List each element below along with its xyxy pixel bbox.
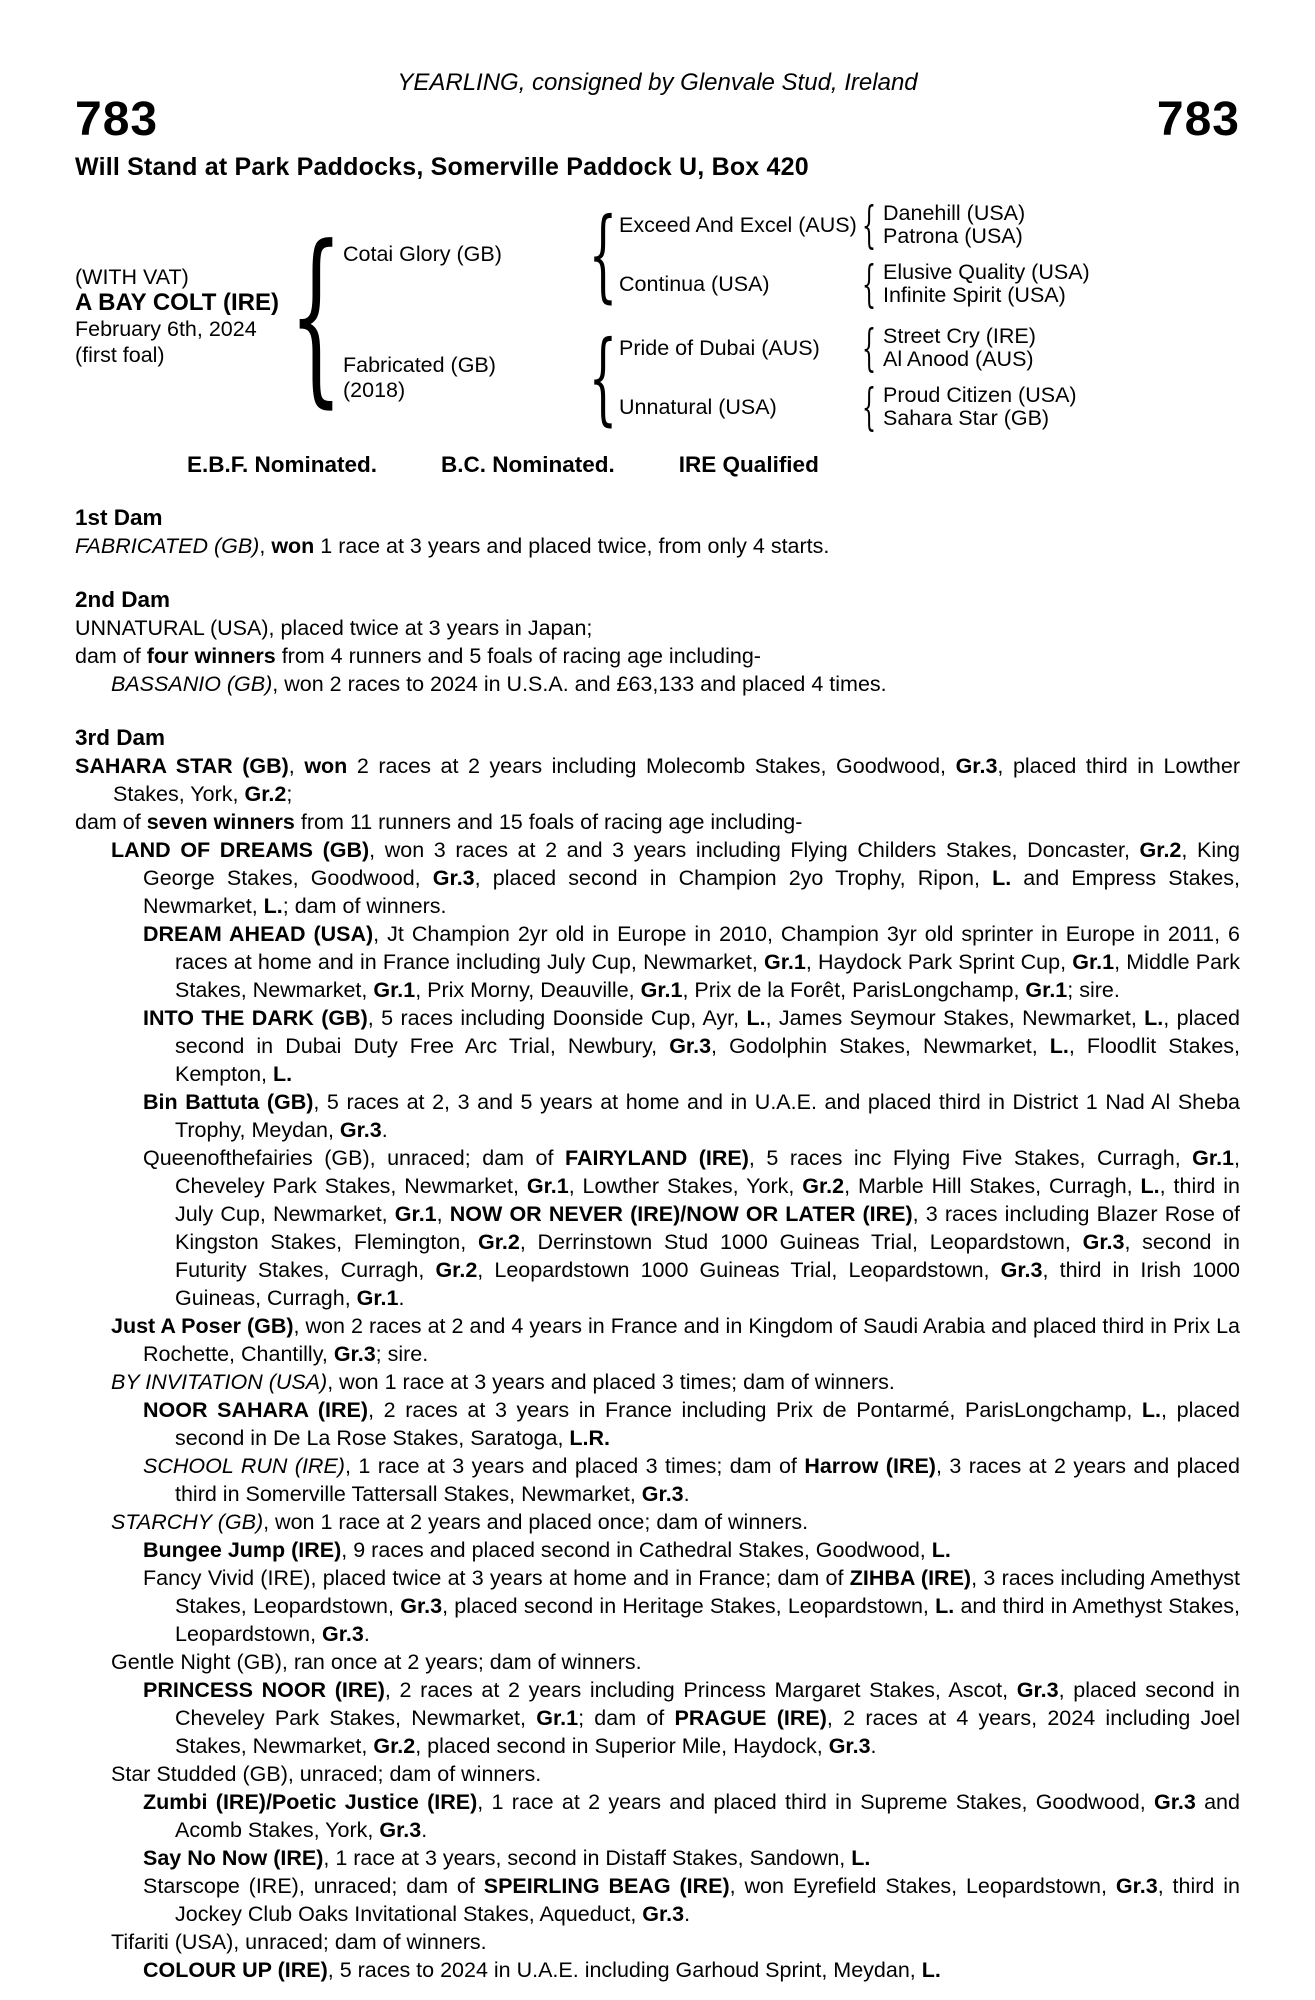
granddam-name: Unnatural (USA) [619, 394, 777, 419]
pedigree-paragraph [75, 1872, 1240, 1928]
text-segment: ZIHBA (IRE) [849, 1566, 972, 1590]
bc-nominated-label: B.C. Nominated. [441, 452, 615, 477]
text-segment: BASSANIO (GB) [111, 672, 273, 696]
text-segment: Gr.2 [802, 1174, 845, 1198]
brace-icon: { [861, 378, 877, 436]
pedigree-paragraph [75, 1088, 1240, 1144]
text-segment: L. [273, 1062, 293, 1086]
text-segment: , Middle Park Stakes, Newmarket, [175, 950, 1241, 1002]
pedigree-paragraph [75, 1760, 1240, 1788]
pedigree-paragraph [75, 532, 1240, 560]
granddam-row [619, 378, 1077, 436]
text-segment: Gr.3 [828, 1734, 871, 1758]
text-segment: , [288, 754, 305, 778]
text-segment: four winners [146, 644, 276, 668]
text-segment: . [363, 1622, 370, 1646]
text-segment: NOOR SAHARA (IRE) [143, 1398, 369, 1422]
text-segment: , second in Futurity Stakes, Curragh, [175, 1230, 1240, 1282]
text-segment: Gr.1 [1072, 950, 1115, 974]
pedigree-paragraph [75, 920, 1240, 1004]
text-segment: SCHOOL RUN (IRE) [143, 1454, 345, 1478]
text-segment: and Acomb Stakes, York, [175, 1790, 1240, 1842]
pedigree-paragraph [75, 670, 1240, 698]
text-segment: Gr.3 [432, 866, 475, 890]
great-grandparents [883, 325, 1036, 371]
text-segment: , Leopardstown 1000 Guineas Trial, Leopardstown, [477, 1258, 1001, 1282]
text-segment: Queenofthefairies (GB), unraced; dam of [143, 1146, 565, 1170]
text-segment: , Haydock Park Sprint Cup, [805, 950, 1073, 974]
text-segment: Gr.3 [400, 1594, 443, 1618]
great-grandparents [883, 261, 1090, 307]
text-segment: Gr.1 [1192, 1146, 1235, 1170]
text-segment: seven winners [146, 810, 295, 834]
text-segment: Gr.3 [322, 1622, 364, 1646]
text-segment: . [398, 1286, 405, 1310]
text-segment: , Cheveley Park Stakes, Newmarket, [175, 1146, 1240, 1198]
text-segment: , 2 races at 2 years including Princess Margaret Stakes, Ascot, [384, 1678, 1017, 1702]
text-segment: , won 3 races at 2 and 3 years including Flying Childers Stakes, Doncaster, [369, 838, 1140, 862]
text-segment: , Prix de la Forêt, ParisLongchamp, [682, 978, 1026, 1002]
pedigree-paragraph [75, 1788, 1240, 1844]
text-segment: Gr.3 [669, 1034, 712, 1058]
text-segment: Gr.1 [1025, 978, 1068, 1002]
grandsire-name: Pride of Dubai (AUS) [619, 335, 820, 360]
text-segment: Fancy Vivid (IRE), placed twice at 3 years at home and in France; dam of [143, 1566, 850, 1590]
text-segment: L. [1141, 1398, 1162, 1422]
text-segment: , 5 races including Doonside Cup, Ayr, [367, 1006, 747, 1030]
text-segment: Bungee Jump (IRE) [143, 1538, 342, 1562]
pedigree-paragraph [75, 1676, 1240, 1760]
text-segment: , 3 races including Amethyst Stakes, Leopardstown, [175, 1566, 1240, 1618]
text-segment: won [271, 534, 315, 558]
text-segment: and third in Amethyst Stakes, Leopardstown, [175, 1594, 1240, 1646]
text-segment: Just A Poser (GB) [111, 1314, 294, 1338]
stand-location-line: Will Stand at Park Paddocks, Somerville Paddock U, Box 420 [75, 153, 809, 181]
text-segment: Gentle Night (GB), ran once at 2 years; dam of winners. [111, 1650, 642, 1674]
dam-row [343, 318, 1090, 436]
text-segment: Gr.3 [1000, 1258, 1043, 1282]
text-segment: Say No Now (IRE) [143, 1846, 324, 1870]
horse-name: A BAY COLT (IRE) [75, 289, 280, 316]
text-segment: L. [1140, 1174, 1160, 1198]
text-segment: . [421, 1818, 428, 1842]
text-segment: , 1 race at 3 years and placed 3 times; dam of [344, 1454, 805, 1478]
text-segment: , Godolphin Stakes, Newmarket, [711, 1034, 1050, 1058]
text-segment: L. [931, 1538, 951, 1562]
pedigree-paragraph [75, 1396, 1240, 1452]
text-segment: , won 2 races at 2 and 4 years in France and in Kingdom of Saudi Arabia and placed third in Prix La Rochette, Chantilly, [143, 1314, 1240, 1366]
text-segment: L. [851, 1846, 871, 1870]
pedigree-paragraph [75, 1844, 1240, 1872]
great-granddam: Patrona (USA) [883, 224, 1023, 248]
pedigree-paragraph [75, 1956, 1240, 1984]
text-segment: SAHARA STAR (GB) [75, 754, 289, 778]
text-segment: Starscope (IRE), unraced; dam of [143, 1874, 484, 1898]
great-grandsire: Street Cry (IRE) [883, 324, 1036, 348]
text-segment: NOW OR NEVER (IRE)/NOW OR LATER (IRE) [449, 1202, 913, 1226]
text-segment: L. [921, 1958, 941, 1982]
text-segment: L. [746, 1006, 766, 1030]
text-segment: ; sire. [1067, 978, 1120, 1002]
sire-grandparents [619, 196, 1090, 313]
text-segment: , won 2 races to 2024 in U.S.A. and £63,133 and placed 4 times. [272, 672, 887, 696]
brace-icon: { [289, 206, 343, 425]
brace-icon: { [861, 319, 877, 377]
text-segment: , James Seymour Stakes, Newmarket, [765, 1006, 1145, 1030]
text-segment: Gr.3 [1115, 1874, 1158, 1898]
text-segment: Gr.3 [339, 1118, 382, 1142]
text-segment: STARCHY (GB) [111, 1510, 264, 1534]
text-segment: Gr.2 [244, 782, 287, 806]
text-segment: 1 race at 3 years and placed twice, from only 4 starts. [314, 534, 830, 558]
brace-icon: { [588, 318, 618, 436]
text-segment: Gr.3 [379, 1818, 422, 1842]
text-segment: , Derrinstown Stud 1000 Guineas Trial, Leopardstown, [519, 1230, 1083, 1254]
dam-heading: 3rd Dam [75, 725, 166, 750]
foal-note: (first foal) [75, 343, 165, 367]
text-segment: , 5 races inc Flying Five Stakes, Curragh, [748, 1146, 1193, 1170]
text-segment: L. [992, 866, 1012, 890]
text-segment: , third in Irish 1000 Guineas, Curragh, [175, 1258, 1241, 1310]
dam-name-block [343, 353, 589, 403]
pedigree-paragraph [75, 1452, 1240, 1508]
text-segment: dam of [75, 644, 147, 668]
grandsire-row [619, 196, 1090, 254]
text-segment: Gr.1 [640, 978, 683, 1002]
consignor-line: YEARLING, consigned by Glenvale Stud, Ireland [397, 69, 918, 96]
text-segment: LAND OF DREAMS (GB) [111, 838, 370, 862]
text-segment: , placed second in Champion 2yo Trophy, Ripon, [474, 866, 993, 890]
text-segment: PRINCESS NOOR (IRE) [143, 1678, 385, 1702]
great-grandsire: Danehill (USA) [883, 201, 1026, 225]
text-segment: , third in Jockey Club Oaks Invitational Stakes, Aqueduct, [175, 1874, 1240, 1926]
text-segment: Gr.2 [435, 1258, 478, 1282]
brace-icon: { [861, 255, 877, 313]
text-segment: Gr.3 [1082, 1230, 1125, 1254]
text-segment: . [381, 1118, 388, 1142]
text-segment: dam of [75, 810, 147, 834]
text-segment: , won Eyrefield Stakes, Leopardstown, [729, 1874, 1116, 1898]
dam-name: Fabricated (GB) [343, 352, 496, 377]
text-segment: Gr.3 [333, 1342, 376, 1366]
pedigree-paragraph [75, 836, 1240, 920]
grandsire-name: Exceed And Excel (AUS) [619, 212, 857, 237]
text-segment: Gr.2 [373, 1734, 416, 1758]
text-segment: SPEIRLING BEAG (IRE) [483, 1874, 730, 1898]
text-segment: Gr.1 [526, 1174, 569, 1198]
text-segment: , placed second in Heritage Stakes, Leopardstown, [442, 1594, 936, 1618]
text-segment: won [304, 754, 348, 778]
dam-sections [75, 504, 1240, 1984]
text-segment: , Jt Champion 2yr old in Europe in 2010, Champion 3yr old sprinter in Europe in 2011, 6 races at home and in France including July Cup, Newmarket, [175, 922, 1240, 974]
text-segment: L. [1144, 1006, 1164, 1030]
pedigree-paragraph [75, 752, 1240, 808]
text-segment: Zumbi (IRE)/Poetic Justice (IRE) [143, 1790, 478, 1814]
text-segment: Harrow (IRE) [804, 1454, 936, 1478]
great-grandparents [883, 384, 1077, 430]
text-segment: Gr.1 [373, 978, 416, 1002]
pedigree-paragraph [75, 1508, 1240, 1536]
text-segment: PRAGUE (IRE) [674, 1706, 827, 1730]
text-segment: ; dam of winners. [282, 894, 447, 918]
pedigree-paragraph [75, 614, 1240, 642]
text-segment: Gr.3 [955, 754, 998, 778]
great-grandsire: Elusive Quality (USA) [883, 260, 1090, 284]
brace-icon: { [861, 196, 877, 254]
text-segment: L. [1049, 1034, 1069, 1058]
pedigree-subject [75, 264, 293, 368]
pedigree-paragraph [75, 1312, 1240, 1368]
dam-heading: 1st Dam [75, 505, 163, 530]
text-segment: Gr.3 [1153, 1790, 1196, 1814]
text-segment: FAIRYLAND (IRE) [565, 1146, 749, 1170]
text-segment: UNNATURAL (USA), placed twice at 3 years in Japan; [75, 616, 593, 640]
text-segment: , [259, 534, 272, 558]
great-granddam: Sahara Star (GB) [883, 406, 1050, 430]
text-segment: Gr.3 [642, 1902, 685, 1926]
sire-row [343, 195, 1090, 313]
text-segment: , 5 races at 2, 3 and 5 years at home and in U.A.E. and placed third in District 1 Nad Al Sheba Trophy, Meydan, [175, 1090, 1240, 1142]
text-segment: , Lowther Stakes, York, [568, 1174, 803, 1198]
text-segment: Gr.1 [536, 1706, 579, 1730]
text-segment: Star Studded (GB), unraced; dam of winners. [111, 1762, 542, 1786]
text-segment: INTO THE DARK (GB) [143, 1006, 368, 1030]
text-segment: , 9 races and placed second in Cathedral Stakes, Goodwood, [341, 1538, 932, 1562]
pedigree-paragraph [75, 1368, 1240, 1396]
text-segment: . [870, 1734, 877, 1758]
pedigree-paragraph [75, 808, 1240, 836]
text-segment: . [684, 1902, 691, 1926]
text-segment: L. [263, 894, 283, 918]
nominations-row [187, 452, 1240, 478]
text-segment: COLOUR UP (IRE) [143, 1958, 328, 1982]
dam-heading: 2nd Dam [75, 587, 171, 612]
pedigree-table [75, 195, 1240, 436]
foaling-date: February 6th, 2024 [75, 317, 257, 341]
text-segment: L.R. [569, 1426, 611, 1450]
text-segment: , 3 races including Blazer Rose of Kingston Stakes, Flemington, [175, 1202, 1240, 1254]
text-segment: Gr.3 [641, 1482, 684, 1506]
text-segment: ; sire. [375, 1342, 429, 1366]
text-segment: DREAM AHEAD (USA) [143, 922, 374, 946]
text-segment: , placed second in Superior Mile, Haydock, [415, 1734, 829, 1758]
text-segment: 2 races at 2 years including Molecomb Stakes, Goodwood, [347, 754, 956, 778]
pedigree-paragraph [75, 1648, 1240, 1676]
text-segment: , 2 races at 3 years in France including Prix de Pontarmé, ParisLongchamp, [368, 1398, 1142, 1422]
granddam-row [619, 255, 1090, 313]
text-segment: , 2 races at 4 years, 2024 including Joel Stakes, Newmarket, [175, 1706, 1240, 1758]
text-segment: Tifariti (USA), unraced; dam of winners. [111, 1930, 487, 1954]
great-granddam: Al Anood (AUS) [883, 347, 1034, 371]
text-segment: , 1 race at 2 years and placed third in Supreme Stakes, Goodwood, [477, 1790, 1154, 1814]
great-grandparents [883, 202, 1025, 248]
text-segment: FABRICATED (GB) [75, 534, 260, 558]
text-segment: Gr.2 [1139, 838, 1182, 862]
pedigree-parents [343, 195, 1090, 436]
text-segment: L. [935, 1594, 955, 1618]
sire-name: Cotai Glory (GB) [343, 242, 502, 266]
lot-number-left: 783 [75, 93, 159, 146]
text-segment: , [436, 1202, 450, 1226]
great-grandsire: Proud Citizen (USA) [883, 383, 1077, 407]
text-segment: from 11 runners and 15 foals of racing age including- [294, 810, 803, 834]
text-segment: , Prix Morny, Deauville, [415, 978, 641, 1002]
text-segment: and Empress Stakes, Newmarket, [143, 866, 1240, 918]
page-content [75, 0, 1240, 1984]
granddam-name: Continua (USA) [619, 271, 770, 296]
vat-note: (WITH VAT) [75, 265, 189, 289]
text-segment: Gr.2 [477, 1230, 520, 1254]
text-segment: , Marble Hill Stakes, Curragh, [844, 1174, 1141, 1198]
pedigree-paragraph [75, 642, 1240, 670]
text-segment: ; dam of [578, 1706, 675, 1730]
text-segment: , placed second in Cheveley Park Stakes, Newmarket, [175, 1678, 1240, 1730]
brace-icon: { [588, 195, 618, 313]
dam-year: (2018) [343, 377, 406, 402]
great-granddam: Infinite Spirit (USA) [883, 283, 1066, 307]
text-segment: BY INVITATION (USA) [111, 1370, 328, 1394]
text-segment: , placed second in De La Rose Stakes, Saratoga, [175, 1398, 1240, 1450]
text-segment: , third in July Cup, Newmarket, [175, 1174, 1240, 1226]
text-segment: , 5 races to 2024 in U.A.E. including Garhoud Sprint, Meydan, [327, 1958, 922, 1982]
text-segment: , King George Stakes, Goodwood, [143, 838, 1241, 890]
pedigree-paragraph [75, 1144, 1240, 1312]
text-segment: Gr.1 [764, 950, 806, 974]
pedigree-paragraph [75, 1928, 1240, 1956]
grandsire-row [619, 319, 1077, 377]
text-segment: . [683, 1482, 690, 1506]
text-segment: Gr.3 [1016, 1678, 1059, 1702]
text-segment: ; [286, 782, 293, 806]
text-segment: , 1 race at 3 years, second in Distaff Stakes, Sandown, [323, 1846, 852, 1870]
text-segment: , placed second in Dubai Duty Free Arc Trial, Newbury, [175, 1006, 1240, 1058]
ebf-nominated-label: E.B.F. Nominated. [187, 452, 378, 477]
text-segment: from 4 runners and 5 foals of racing age including- [275, 644, 761, 668]
text-segment: Gr.1 [394, 1202, 437, 1226]
text-segment: , placed third in Lowther Stakes, York, [113, 754, 1241, 806]
text-segment: , Floodlit Stakes, Kempton, [175, 1034, 1241, 1086]
text-segment: , won 1 race at 3 years and placed 3 times; dam of winners. [327, 1370, 895, 1394]
text-segment: Bin Battuta (GB) [143, 1090, 314, 1114]
ire-qualified-label: IRE Qualified [678, 452, 819, 477]
pedigree-paragraph [75, 1536, 1240, 1564]
pedigree-paragraph [75, 1004, 1240, 1088]
dam-grandparents [619, 319, 1077, 436]
lot-number-right: 783 [1156, 93, 1240, 146]
text-segment: , won 1 race at 2 years and placed once; dam of winners. [263, 1510, 809, 1534]
text-segment: Gr.1 [356, 1286, 399, 1310]
text-segment: , 3 races at 2 years and placed third in Somerville Tattersall Stakes, Newmarket, [175, 1454, 1240, 1506]
pedigree-paragraph [75, 1564, 1240, 1648]
